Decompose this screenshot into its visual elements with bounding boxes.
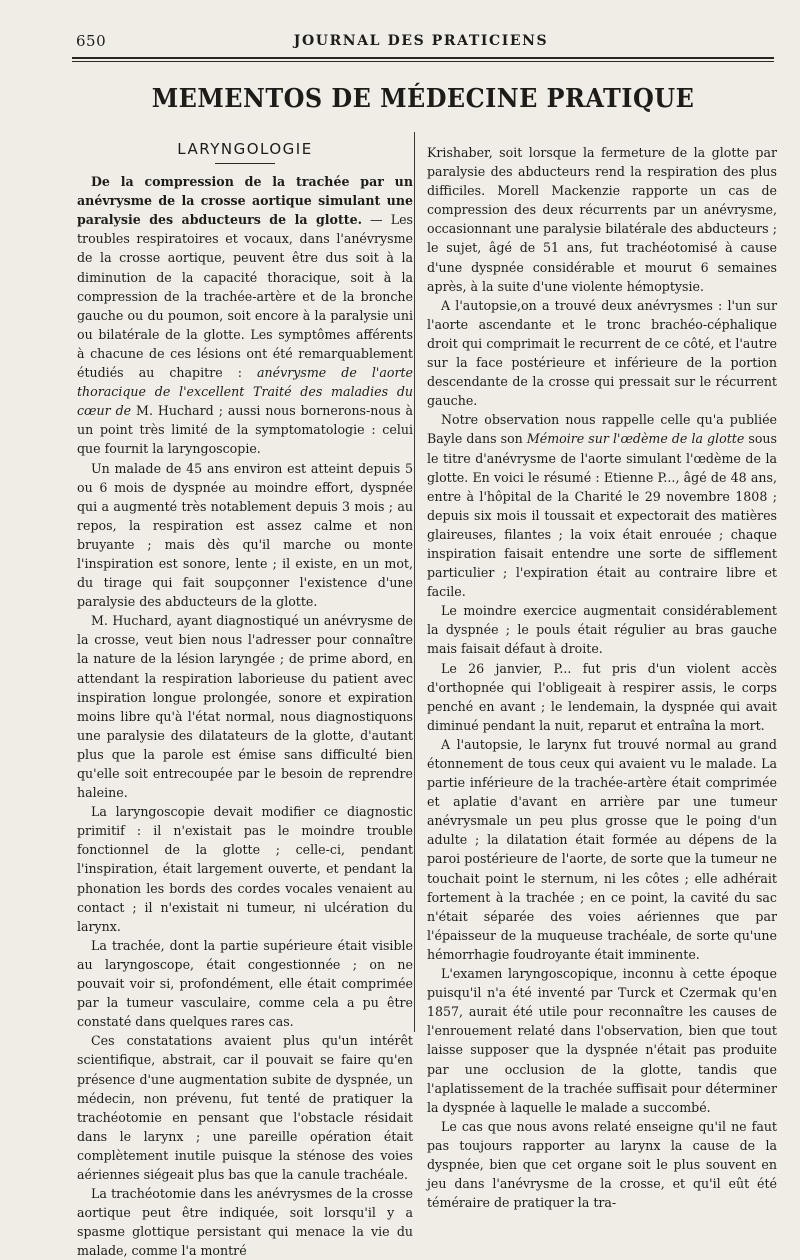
journal-title: JOURNAL DES PRATICIENS: [293, 33, 549, 49]
running-head: [72, 30, 770, 52]
article-paragraph: La trachéotomie dans les anévrysmes de la crosse aortique peut être indiquée, soit lorsqu'il y a spasme glottique persistant qui menace la vie du malade, comme l'a montré: [77, 1186, 413, 1259]
article-heading: De la compression de la trachée par un anévrysme de la crosse aortique simulant une paralysie des abducteurs de la glotte.: [77, 174, 413, 228]
page-number: 650: [76, 32, 107, 50]
article-paragraph: De la compression de la trachée par un anévrysme de la crosse aortique simulant une paralysie des abducteurs de la glotte. — Les troubles respiratoires et vocaux, dans l'anévrysme de la crosse aortique, peuvent être dus soit à la diminution de la capacité thoracique, soit à la compression de la trachée-artère et de la bronche gauche ou du poumon, soit encore à la paralysie uni ou bilatérale de la glotte. Les symptômes afférents à chacune de ces lésions ont été remarquablement étudiés au chapitre : anévrysme de l'aorte thoracique de l'excellent Traité des maladies du cœur de M. Huchard ; aussi nous bornerons-nous à un point très limité de la symptomatologie : celui que fournit la laryngoscopie.: [77, 174, 413, 457]
article-paragraph: L'examen laryngoscopique, inconnu à cette époque puisqu'il n'a été inventé par Turck et Czermak qu'en 1857, aurait été utile pour reconnaître les causes de l'enrouement relaté dans l'observation, bien que tout laisse supposer que la dyspnée n'était pas produite par une occlusion de la glotte, tandis que l'aplatissement de la trachée suffisait pour déterminer la dyspnée à laquelle le malade a succombé.: [427, 966, 777, 1115]
article-paragraph: La trachée, dont la partie supérieure était visible au laryngoscope, était congestionnée ; on ne pouvait voir si, profondément, elle était comprimée par la tumeur vasculaire, comme cela a pu être constaté dans quelques rares cas.: [77, 937, 413, 1030]
right-column: [427, 143, 777, 1212]
article-paragraph: A l'autopsie, le larynx fut trouvé normal au grand étonnement de tous ceux qui avaient vu le malade. La partie inférieure de la trachée-artère était comprimée et aplatie d'avant en arrière par une tumeur anévrysmale un peu plus grosse que le poing d'un adulte ; la dilatation était formée au dépens de la paroi postérieure de l'aorte, de sorte que la tumeur ne touchait point le sternum, ni les côtes ; elle adhérait fortement à la trachée ; en ce point, la cavité du sac n'était séparée des voies aériennes que par l'épaisseur de la muqueuse trachéale, de sorte qu'une hémorrhagie foudroyante était imminente.: [427, 736, 777, 962]
column-divider: [414, 132, 415, 1032]
article-paragraph: M. Huchard, ayant diagnostiqué un anévrysme de la crosse, veut bien nous l'adresser pour connaître la nature de la lésion laryngée ; de prime abord, en attendant la respiration laborieuse du patient avec inspiration longue prolongée, sonore et expiration moins libre qu'à l'état normal, nous diagnostiquons une paralysie des dilatateurs de la glotte, d'autant plus que la parole est émise sans difficulté bien qu'elle soit entrecoupée par le besoin de reprendre haleine.: [77, 613, 413, 801]
article-paragraph: Notre observation nous rappelle celle qu'a publiée Bayle dans son Mémoire sur l'œdème de la glotte sous le titre d'anévrysme de l'aorte simulant l'œdème de la glotte. En voici le résumé : Etienne P..., âgé de 48 ans, entre à l'hôpital de la Charité le 29 novembre 1808 ; depuis six mois il toussait et expectorait des matières glaireuses, filantes ; la voix était enrouée ; chaque inspiration faisait entendre une sorte de sifflement particulier ; l'expiration était au contraire libre et facile.: [427, 412, 777, 600]
article-paragraph: Ces constatations avaient plus qu'un intérêt scientifique, abstrait, car il pouvait se faire qu'en présence d'une augmentation subite de dyspnée, un médecin, non prévenu, fut tenté de pratiquer la trachéotomie en pensant que l'obstacle résidait dans le larynx ; une pareille opération était complètement inutile puisque la sténose des voies aériennes siégeait plus bas que la canule trachéale.: [77, 1033, 413, 1182]
article-paragraph: Le 26 janvier, P... fut pris d'un violent accès d'orthopnée qui l'obligeait à respirer assis, le corps penché en avant ; le lendemain, la dyspnée qui avait diminué pendant la nuit, reparut et entraîna la mort.: [427, 660, 777, 733]
article-paragraph: Krishaber, soit lorsque la fermeture de la glotte par paralysie des abducteurs rend la respiration des plus difficiles. Morell Mackenzie rapporte un cas de compression des deux récurrents par un anévrysme, occasionnant une paralysie bilatérale des abducteurs ; le sujet, âgé de 51 ans, fut trachéotomisé à cause d'une dyspnée considérable et mourut 6 semaines après, à la suite d'une violente hémoptysie.: [427, 145, 777, 294]
section-rule: [215, 163, 275, 164]
header-rule: [72, 57, 774, 59]
section-title: LARYNGOLOGIE: [177, 140, 313, 158]
article-paragraph: Le moindre exercice augmentait considérablement la dyspnée ; le pouls était régulier au bras gauche mais faisait défaut à droite.: [427, 603, 777, 657]
article-paragraph: La laryngoscopie devait modifier ce diagnostic primitif : il n'existait pas le moindre trouble fonctionnel de la glotte ; celle-ci, pendant l'inspiration, était largement ouverte, et pendant la phonation les bords des cordes vocales venaient au contact ; il n'existait ni tumeur, ni ulcération du larynx.: [77, 804, 413, 934]
left-column: [77, 140, 413, 1260]
page-title: MEMENTOS DE MÉDECINE PRATIQUE: [151, 84, 695, 114]
header-rule-thin: [72, 61, 774, 62]
article-paragraph: Le cas que nous avons relaté enseigne qu'il ne faut pas toujours rapporter au larynx la cause de la dyspnée, bien que cet organe soit le plus souvent en jeu dans l'anévrysme de la crosse, et qu'il eût été téméraire de pratiquer la tra-: [427, 1118, 777, 1211]
article-paragraph: A l'autopsie,on a trouvé deux anévrysmes : l'un sur l'aorte ascendante et le tronc brachéo-céphalique droit qui comprimait le recurrent de ce côté, et l'autre sur la face postérieure et inférieure de la portion descendante de la crosse qui pressait sur le récurrent gauche.: [427, 297, 777, 409]
article-paragraph: Un malade de 45 ans environ est atteint depuis 5 ou 6 mois de dyspnée au moindre effort, dyspnée qui a augmenté très notablement depuis 3 mois ; au repos, la respiration est assez calme et non bruyante ; mais dès qu'il marche ou monte l'inspiration est sonore, lente ; il existe, en un mot, du tirage qui fait soupçonner l'existence d'une paralysie des abducteurs de la glotte.: [77, 460, 413, 610]
